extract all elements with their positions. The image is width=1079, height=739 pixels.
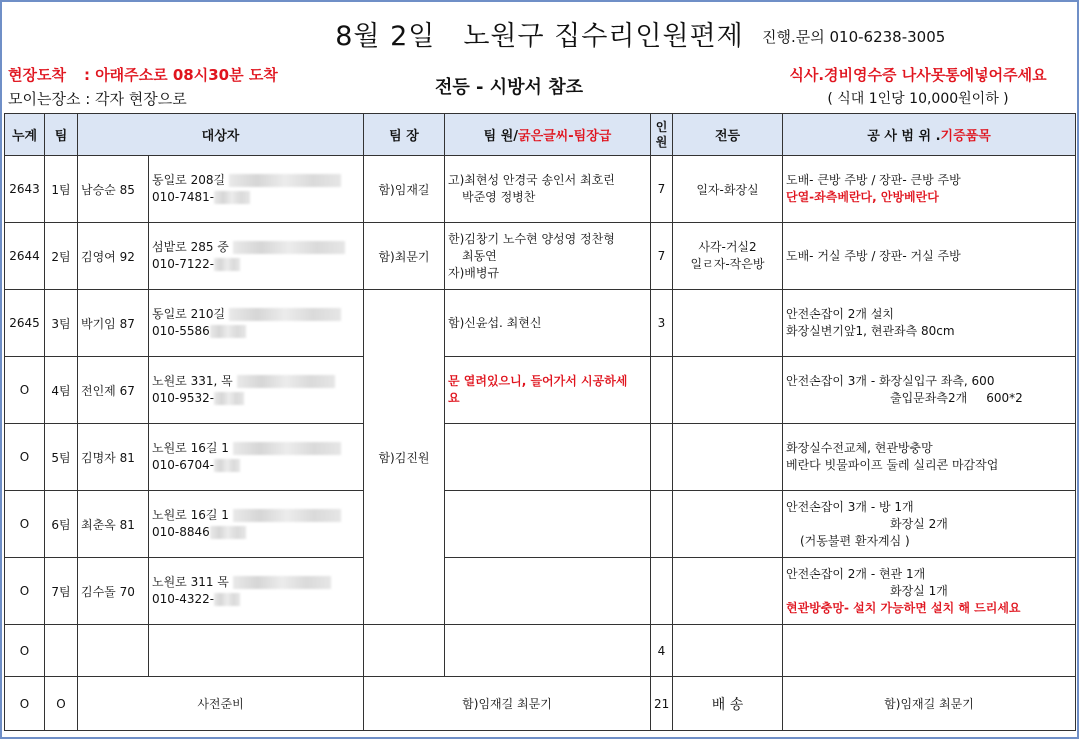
recipient-name: 최춘옥 81 xyxy=(78,491,149,558)
lighting-type: 일자-화장실 xyxy=(673,156,783,223)
work-scope: 도배- 거실 주방 / 장판- 거실 주방 xyxy=(783,223,1076,290)
recipient-name xyxy=(78,625,149,677)
summary-row xyxy=(5,677,1076,731)
team-label: 2팀 xyxy=(45,223,78,290)
work-scope: 안전손잡이 3개 - 방 1개 화장실 2개 (거동불편 환자계심 ) xyxy=(783,491,1076,558)
team-label: 4팀 xyxy=(45,357,78,424)
work-scope: 도배- 큰방 주방 / 장판- 큰방 주방 단열-좌측베란다, 안방베란다 xyxy=(783,156,1076,223)
recipient-name: 박기임 87 xyxy=(78,290,149,357)
recipient-contact: 노원로 16길 1 010-8846 xyxy=(149,491,364,558)
recipient-name: 전인제 67 xyxy=(78,357,149,424)
recipient-contact xyxy=(149,625,364,677)
recipient-contact: 노원로 331, 목 010-9532- xyxy=(149,357,364,424)
recipient-name: 남승순 85 xyxy=(78,156,149,223)
row-number: O xyxy=(5,558,45,625)
summary-team: O xyxy=(45,677,78,731)
table-row xyxy=(5,156,1076,223)
recipient-name: 김명자 81 xyxy=(78,424,149,491)
team-label: 7팀 xyxy=(45,558,78,625)
col-members: 팀 원/굵은글씨-팀장급 xyxy=(445,114,651,156)
headcount xyxy=(651,424,673,491)
redacted-address xyxy=(233,442,341,455)
table-row xyxy=(5,223,1076,290)
work-scope: 안전손잡이 3개 - 화장실입구 좌측, 600 출입문좌측2개 600*2 xyxy=(783,357,1076,424)
redacted-address xyxy=(229,174,341,187)
meal-limit-note: ( 식대 1인당 10,000원이하 ) xyxy=(827,91,1009,107)
work-scope: 화장실수전교체, 현관방충망 베란다 빗물파이프 둘레 실리콘 마감작업 xyxy=(783,424,1076,491)
work-scope: 안전손잡이 2개 - 현관 1개 화장실 1개 현관방충망- 설치 가능하면 설치 해 드리세요 xyxy=(783,558,1076,625)
headcount: 7 xyxy=(651,156,673,223)
headcount: 7 xyxy=(651,223,673,290)
headcount xyxy=(651,357,673,424)
redacted-phone xyxy=(214,392,244,405)
summary-number: O xyxy=(5,677,45,731)
table-row xyxy=(5,558,1076,625)
team-members: 한)김창기 노수현 양성영 정찬형 최동연 자)배병규 xyxy=(445,223,651,290)
table-row xyxy=(5,491,1076,558)
team-members: 문 열려있으니, 들어가서 시공하세 요 xyxy=(445,357,651,424)
redacted-address xyxy=(233,241,345,254)
lighting-note: 전등 - 시방서 참조 xyxy=(435,77,583,98)
lighting-type xyxy=(673,357,783,424)
redacted-address xyxy=(237,375,335,388)
redacted-phone xyxy=(210,325,246,338)
team-leader: 함)김진원 xyxy=(364,290,445,625)
col-lighting: 전등 xyxy=(673,114,783,156)
recipient-contact: 섬밭로 285 중 010-7122- xyxy=(149,223,364,290)
redacted-phone xyxy=(214,258,240,271)
prep-label: 사전준비 xyxy=(78,677,364,731)
redacted-phone xyxy=(210,526,246,539)
delivery-leaders: 함)임재길 최문기 xyxy=(783,677,1076,731)
lighting-type xyxy=(673,290,783,357)
lighting-type xyxy=(673,625,783,677)
team-members xyxy=(445,625,651,677)
team-label: 3팀 xyxy=(45,290,78,357)
table-row xyxy=(5,424,1076,491)
table-row xyxy=(5,357,1076,424)
redacted-address xyxy=(229,308,341,321)
redacted-phone xyxy=(214,593,240,606)
row-number: O xyxy=(5,491,45,558)
page-title: 8월 2일 노원구 집수리인원편제 xyxy=(335,21,744,52)
row-number: 2643 xyxy=(5,156,45,223)
recipient-name: 김수돌 70 xyxy=(78,558,149,625)
total-headcount: 21 xyxy=(651,677,673,731)
redacted-phone xyxy=(214,191,250,204)
team-members xyxy=(445,558,651,625)
col-target: 대상자 xyxy=(78,114,364,156)
team-members xyxy=(445,424,651,491)
lighting-type xyxy=(673,558,783,625)
lighting-type: 사각-거실2 일ㄹ자-작은방 xyxy=(673,223,783,290)
team-label: 6팀 xyxy=(45,491,78,558)
recipient-contact: 노원로 16길 1 010-6704- xyxy=(149,424,364,491)
col-team: 팀 xyxy=(45,114,78,156)
col-leader: 팀 장 xyxy=(364,114,445,156)
team-members: 고)최현성 안경국 송인서 최호린 박준영 정병찬 xyxy=(445,156,651,223)
work-scope xyxy=(783,625,1076,677)
team-label: 5팀 xyxy=(45,424,78,491)
team-leader: 함)최문기 xyxy=(364,223,445,290)
row-number: O xyxy=(5,424,45,491)
row-number: O xyxy=(5,357,45,424)
work-scope: 안전손잡이 2개 설치 화장실변기앞1, 현관좌측 80cm xyxy=(783,290,1076,357)
team-label: 1팀 xyxy=(45,156,78,223)
contact-info: 진행.문의 010-6238-3005 xyxy=(762,28,946,46)
team-members xyxy=(445,491,651,558)
headcount: 3 xyxy=(651,290,673,357)
lighting-type xyxy=(673,491,783,558)
delivery-label: 배 송 xyxy=(673,677,783,731)
table-row xyxy=(5,625,1076,677)
headcount xyxy=(651,558,673,625)
team-table xyxy=(4,113,1076,731)
table-row xyxy=(5,290,1076,357)
recipient-contact: 동일로 210길 010-5586 xyxy=(149,290,364,357)
row-number: 2644 xyxy=(5,223,45,290)
recipient-contact: 노원로 311 목 010-4322- xyxy=(149,558,364,625)
recipient-name: 김영여 92 xyxy=(78,223,149,290)
col-cumulative: 누계 xyxy=(5,114,45,156)
team-members: 함)신윤섭. 최현신 xyxy=(445,290,651,357)
meeting-place: 모이는장소 : 각자 현장으로 xyxy=(8,90,187,108)
redacted-address xyxy=(233,509,341,522)
lighting-type xyxy=(673,424,783,491)
row-number: O xyxy=(5,625,45,677)
team-label xyxy=(45,625,78,677)
prep-leaders: 함)임재길 최문기 xyxy=(364,677,651,731)
recipient-contact: 동일로 208길 010-7481- xyxy=(149,156,364,223)
col-headcount: 인 원 xyxy=(651,114,673,156)
col-scope: 공 사 범 위 .기증품목 xyxy=(783,114,1076,156)
team-leader: 함)임재길 xyxy=(364,156,445,223)
redacted-phone xyxy=(214,459,240,472)
headcount: 4 xyxy=(651,625,673,677)
row-number: 2645 xyxy=(5,290,45,357)
meal-receipt-note: 식사.경비영수증 나사못통에넣어주세요 xyxy=(789,66,1047,84)
arrival-time: 현장도착 : 아래주소로 08시30분 도착 xyxy=(8,66,278,84)
headcount xyxy=(651,491,673,558)
table-header-row xyxy=(5,114,1076,156)
team-leader xyxy=(364,625,445,677)
redacted-address xyxy=(233,576,331,589)
